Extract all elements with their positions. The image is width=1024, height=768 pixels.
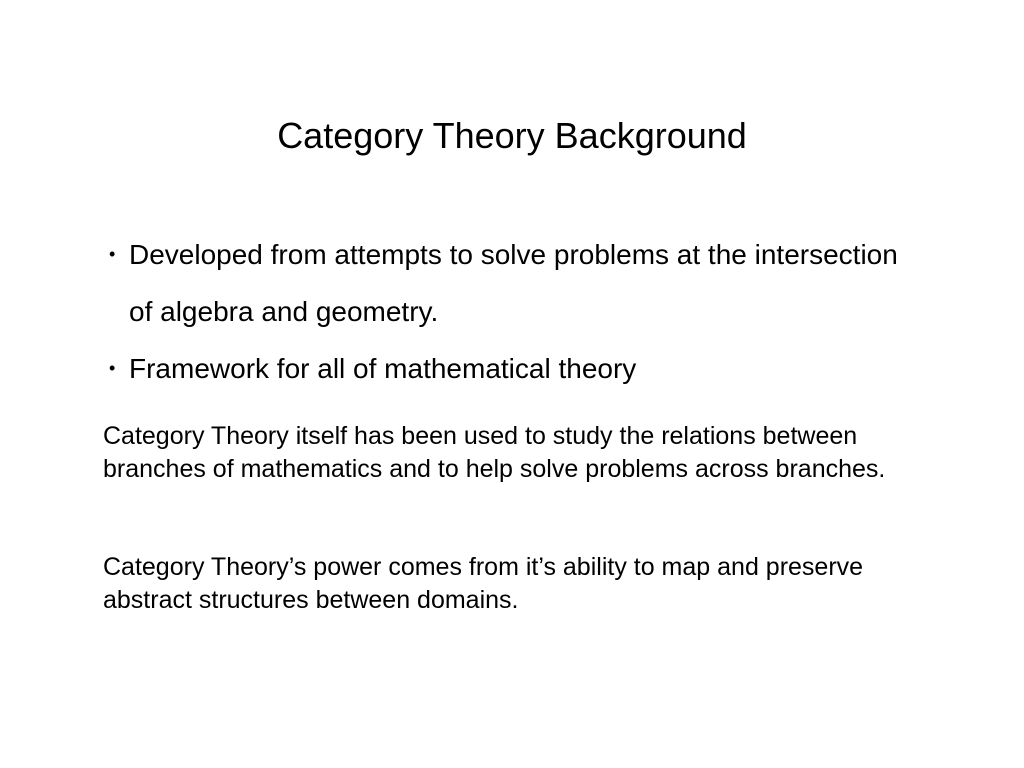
bullet-list (103, 226, 903, 397)
bullet-icon: • (109, 358, 116, 378)
bullet-text: Framework for all of mathematical theory (129, 353, 637, 384)
slide-title: Category Theory Background (277, 115, 747, 156)
bullet-item (103, 226, 903, 340)
body-paragraph: Category Theory’s power comes from it’s ability to map and preserve abstract structures between domains. (103, 553, 864, 614)
bullet-icon: • (109, 244, 116, 264)
bullet-text: Developed from attempts to solve problems at the intersection of algebra and geometry. (129, 239, 898, 327)
body-paragraph: Category Theory itself has been used to study the relations between branches of mathematics and to help solve problems across branches. (103, 422, 886, 483)
bullet-item (103, 340, 903, 397)
